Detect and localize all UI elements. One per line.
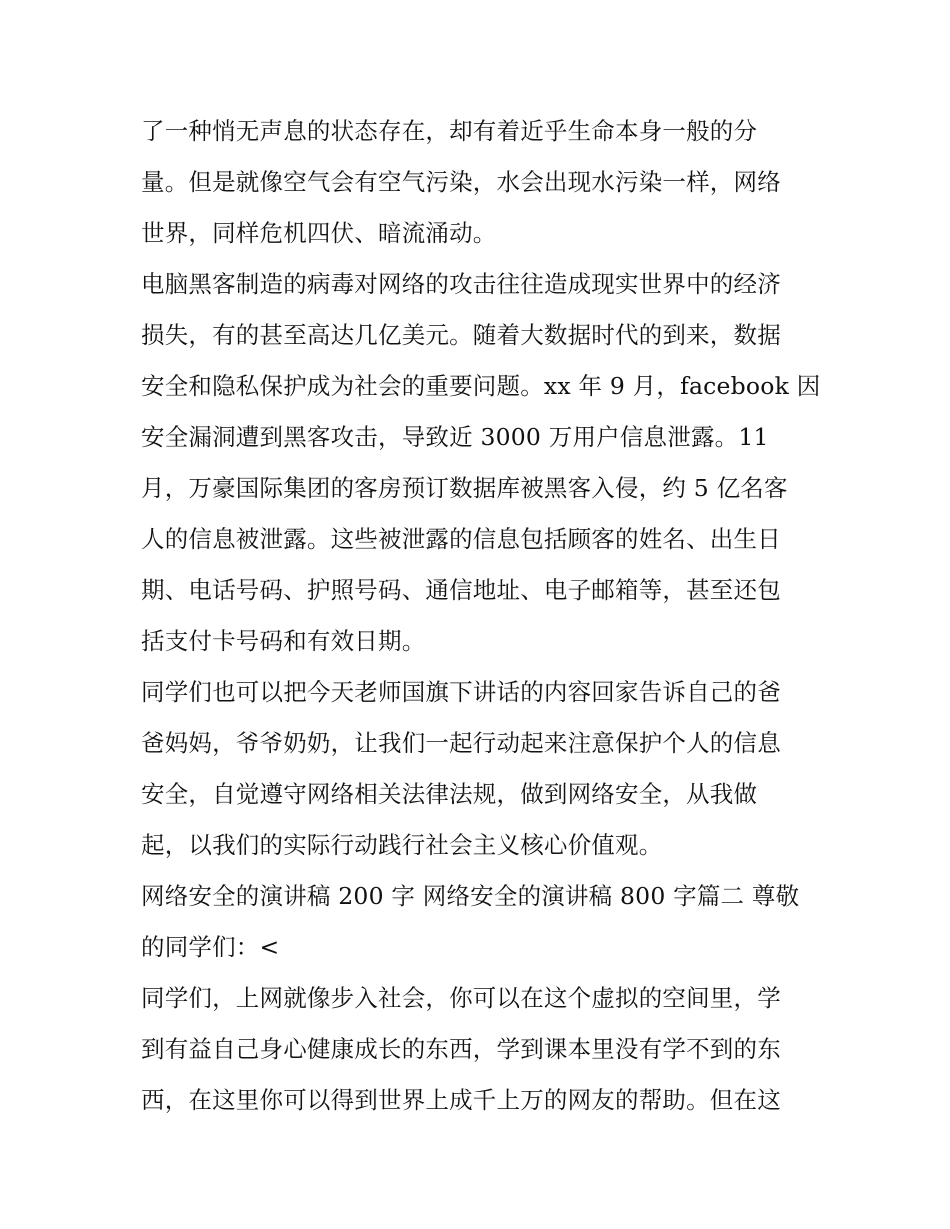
text-line: 的同学们：< — [141, 933, 280, 961]
text-line: 爸妈妈，爷爷奶奶，让我们一起行动起来注意保护个人的信息 — [141, 729, 781, 757]
paragraph — [141, 871, 813, 973]
text-line: 世界，同样危机四伏、暗流涌动。 — [141, 219, 497, 247]
text-line: 安全和隐私保护成为社会的重要问题。xx 年 9 月，facebook 因 — [141, 372, 821, 400]
paragraph — [141, 106, 813, 259]
paragraph — [141, 259, 821, 667]
text-line: 损失，有的甚至高达几亿美元。随着大数据时代的到来，数据 — [141, 321, 781, 349]
text-line: 了一种悄无声息的状态存在，却有着近乎生命本身一般的分 — [141, 117, 758, 145]
paragraph — [141, 667, 813, 871]
text-line: 同学们，上网就像步入社会，你可以在这个虚拟的空间里，学 — [141, 984, 781, 1012]
text-line: 人的信息被泄露。这些被泄露的信息包括顾客的姓名、出生日 — [141, 525, 781, 553]
text-line: 括支付卡号码和有效日期。 — [141, 627, 426, 655]
text-line: 期、电话号码、护照号码、通信地址、电子邮箱等，甚至还包 — [141, 576, 781, 604]
text-line: 同学们也可以把今天老师国旗下讲话的内容回家告诉自己的爸 — [141, 678, 781, 706]
document-body — [141, 106, 821, 1126]
paragraph — [141, 973, 813, 1126]
text-line: 月，万豪国际集团的客房预订数据库被黑客入侵，约 5 亿名客 — [141, 474, 788, 502]
text-line: 起，以我们的实际行动践行社会主义核心价值观。 — [141, 831, 663, 859]
text-line: 安全，自觉遵守网络相关法律法规，做到网络安全，从我做 — [141, 780, 758, 808]
text-line: 到有益自己身心健康成长的东西，学到课本里没有学不到的东 — [141, 1035, 781, 1063]
text-line: 量。但是就像空气会有空气污染，水会出现水污染一样，网络 — [141, 168, 781, 196]
text-line: 西，在这里你可以得到世界上成千上万的网友的帮助。但在这 — [141, 1086, 781, 1114]
text-line: 电脑黑客制造的病毒对网络的攻击往往造成现实世界中的经济 — [141, 270, 781, 298]
text-line: 网络安全的演讲稿 200 字 网络安全的演讲稿 800 字篇二 尊敬 — [141, 882, 800, 910]
text-line: 安全漏洞遭到黑客攻击，导致近 3000 万用户信息泄露。11 — [141, 423, 769, 451]
